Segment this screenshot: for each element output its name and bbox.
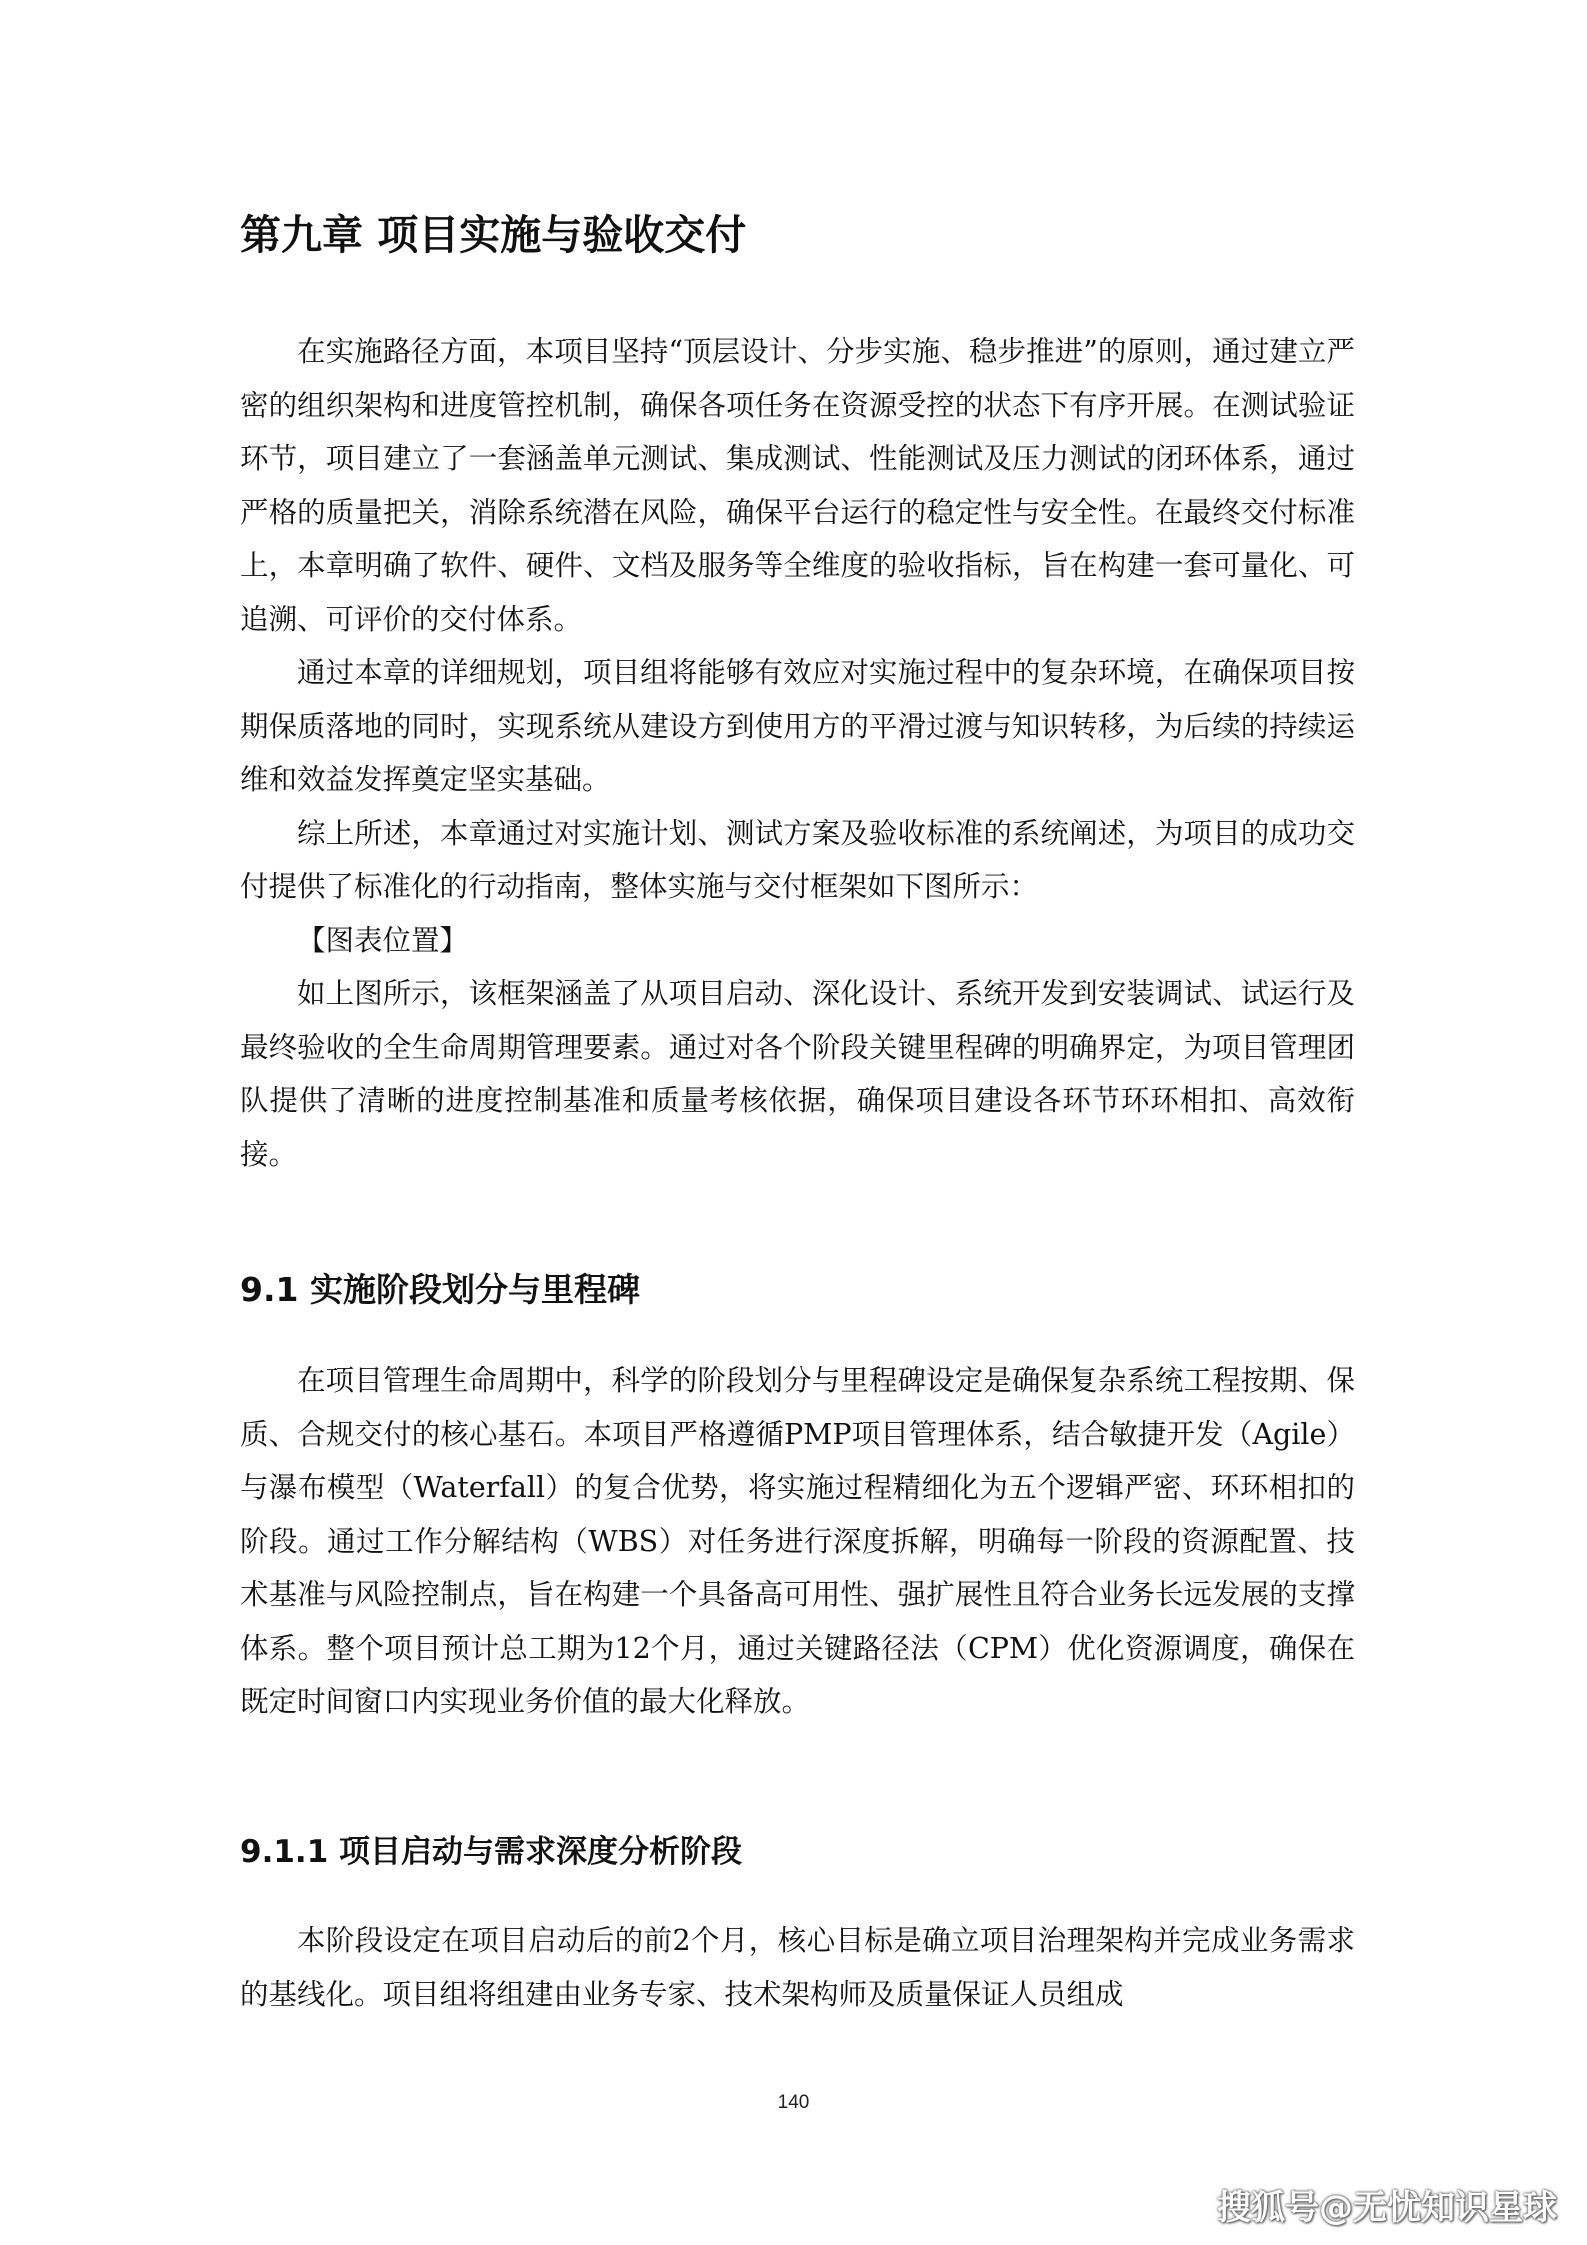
intro-paragraph-3: 综上所述，本章通过对实施计划、测试方案及验收标准的系统阐述，为项目的成功交付提供了标准化的行动指南，整体实施与交付框架如下图所示：	[240, 816, 1355, 903]
intro-text	[240, 325, 1355, 1181]
section-9-1-paragraph: 在项目管理生命周期中，科学的阶段划分与里程碑设定是确保复杂系统工程按期、保质、合规交付的核心基石。本项目严格遵循PMP项目管理体系，结合敏捷开发（Agile）与瀑布模型（Waterfall）的复合优势，将实施过程精细化为五个逻辑严密、环环相扣的阶段。通过工作分解结构（WBS）对任务进行深度拆解，明确每一阶段的资源配置、技术基准与风险控制点，旨在构建一个具备高可用性、强扩展性且符合业务长远发展的支撑体系。整个项目预计总工期为12个月，通过关键路径法（CPM）优化资源调度，确保在既定时间窗口内实现业务价值的最大化释放。	[240, 1364, 1355, 1718]
figure-placeholder: 【图表位置】	[297, 923, 469, 957]
watermark: 搜狐号@无忧知识星球	[1217, 2188, 1557, 2228]
section-9-1-1-paragraph: 本阶段设定在项目启动后的前2个月，核心目标是确立项目治理架构并完成业务需求的基线化。项目组将组建由业务专家、技术架构师及质量保证人员组成	[240, 1924, 1355, 2011]
intro-paragraph-1: 在实施路径方面，本项目坚持“顶层设计、分步实施、稳步推进”的原则，通过建立严密的组织架构和进度管控机制，确保各项任务在资源受控的状态下有序开展。在测试验证环节，项目建立了一套涵盖单元测试、集成测试、性能测试及压力测试的闭环体系，通过严格的质量把关，消除系统潜在风险，确保平台运行的稳定性与安全性。在最终交付标准上，本章明确了软件、硬件、文档及服务等全维度的验收指标，旨在构建一套可量化、可追溯、可评价的交付体系。	[240, 335, 1355, 636]
chapter-title: 第九章 项目实施与验收交付	[240, 211, 747, 259]
section-9-1-1-text	[240, 1914, 1355, 2021]
page-number: 140	[777, 2092, 810, 2113]
intro-paragraph-2: 通过本章的详细规划，项目组将能够有效应对实施过程中的复杂环境，在确保项目按期保质落地的同时，实现系统从建设方到使用方的平滑过渡与知识转移，为后续的持续运维和效益发挥奠定坚实基础。	[240, 656, 1355, 796]
intro-paragraph-4: 如上图所示，该框架涵盖了从项目启动、深化设计、系统开发到安装调试、试运行及最终验收的全生命周期管理要素。通过对各个阶段关键里程碑的明确界定，为项目管理团队提供了清晰的进度控制基准和质量考核依据，确保项目建设各环节环环相扣、高效衔接。	[240, 977, 1355, 1171]
section-heading-9-1: 9.1 实施阶段划分与里程碑	[240, 1270, 640, 1309]
section-9-1-text	[240, 1354, 1355, 1729]
section-heading-9-1-1: 9.1.1 项目启动与需求深度分析阶段	[240, 1834, 743, 1870]
